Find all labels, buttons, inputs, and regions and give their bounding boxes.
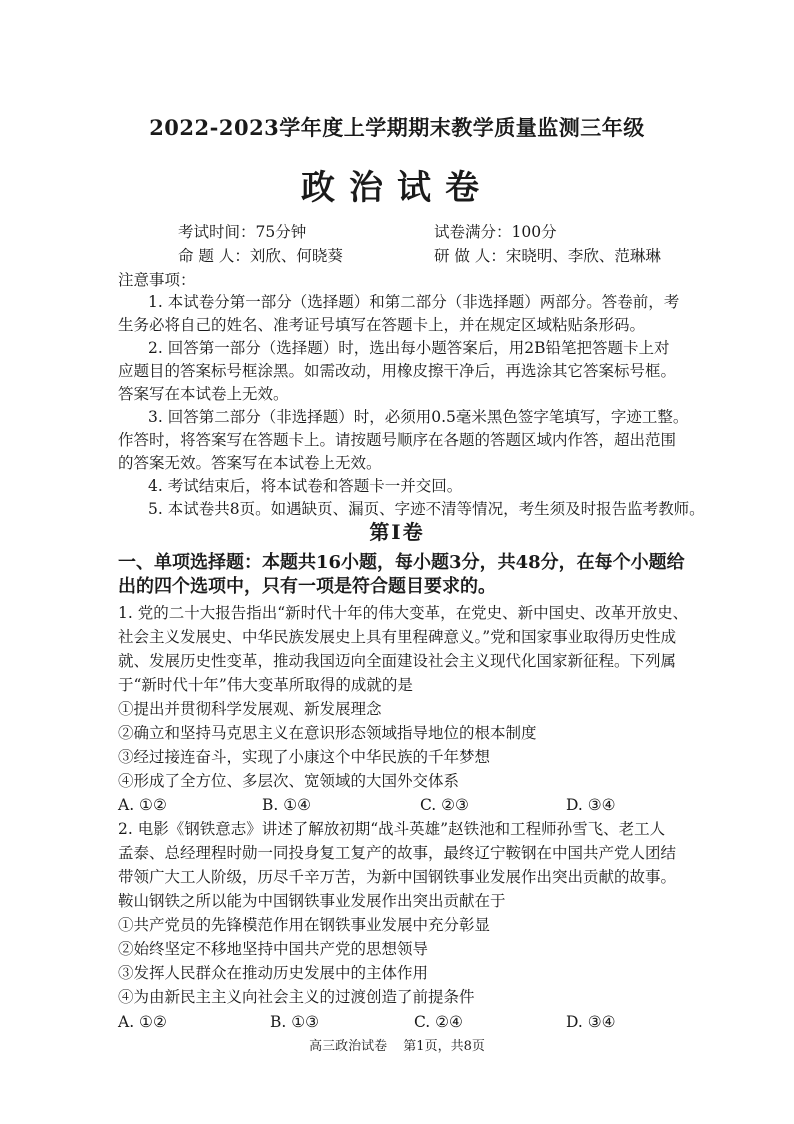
note-line: 作答时，将答案写在答题卡上。请按题号顺序在各题的答题区域内作答，超出范围 <box>118 431 677 449</box>
section-heading: 出的四个选项中，只有一项是符合题目要求的。 <box>118 576 496 597</box>
option-d: D. ③④ <box>566 796 616 814</box>
note-line: 生务必将自己的姓名、准考证号填写在答题卡上，并在规定区域粘贴条形码。 <box>118 316 646 334</box>
full-score: 试卷满分：100分 <box>434 223 557 241</box>
option-a: A. ①② <box>118 1013 167 1031</box>
note-line: 2. 回答第一部分（选择题）时，选出每小题答案后，用2B铅笔把答题卡上对 <box>148 339 670 357</box>
reviewers: 研 做 人：宋晓明、李欣、范琳琳 <box>434 247 661 265</box>
question-line: 于“新时代十年”伟大变革所取得的成就的是 <box>118 676 413 694</box>
exam-time: 考试时间：75分钟 <box>178 223 307 241</box>
question-line: 鞍山钢铁之所以能为中国钢铁事业发展作出突出贡献在于 <box>118 892 506 910</box>
question-line: 就、发展历史性变革，推动我国迈向全面建设社会主义现代化国家新征程。下列属 <box>118 652 677 670</box>
question-line: ③发挥人民群众在推动历史发展中的主体作用 <box>118 964 429 982</box>
option-b: B. ①④ <box>262 796 312 814</box>
question-line: ①共产党员的先锋模范作用在钢铁事业发展中充分彰显 <box>118 916 491 934</box>
option-c: C. ②④ <box>414 1013 463 1031</box>
question-line: ②确立和坚持马克思主义在意识形态领域指导地位的根本制度 <box>118 724 537 742</box>
authors: 命 题 人：刘欣、何晓葵 <box>178 247 343 265</box>
option-b: B. ①③ <box>270 1013 320 1031</box>
note-line: 应题目的答案标号框涂黑。如需改动，用橡皮擦干净后，再选涂其它答案标号框。 <box>118 362 677 380</box>
question-line: 孟泰、总经理程时勋一同投身复工复产的故事，最终辽宁鞍钢在中国共产党人团结 <box>118 844 677 862</box>
note-line: 4. 考试结束后，将本试卷和答题卡一并交回。 <box>148 477 463 495</box>
note-line: 1. 本试卷分第一部分（选择题）和第二部分（非选择题）两部分。答卷前，考 <box>148 293 680 311</box>
notes-heading: 注意事项： <box>118 271 196 289</box>
question-line: ②始终坚定不移地坚持中国共产党的思想领导 <box>118 940 429 958</box>
note-line: 5. 本试卷共8页。如遇缺页、漏页、字迹不清等情况，考生须及时报告监考教师。 <box>148 500 705 518</box>
section-heading: 一、单项选择题：本题共16小题，每小题3分，共48分，在每个小题给 <box>118 552 685 573</box>
question-line: ④为由新民主主义向社会主义的过渡创造了前提条件 <box>118 988 475 1006</box>
page-footer <box>0 1035 794 1054</box>
volume-title: 第Ⅰ卷 <box>369 520 425 544</box>
question-line: 1. 党的二十大报告指出“新时代十年的伟大变革，在党史、新中国史、改革开放史、 <box>118 604 689 622</box>
note-line: 答案写在本试卷上无效。 <box>118 385 289 403</box>
option-a: A. ①② <box>118 796 167 814</box>
note-line: 的答案无效。答案写在本试卷上无效。 <box>118 454 382 472</box>
question-line: 带领广大工人阶级，历尽千辛万苦，为新中国钢铁事业发展作出突出贡献的故事。 <box>118 868 677 886</box>
footer-page: 第1页，共8页 <box>403 1039 485 1054</box>
question-line: ①提出并贯彻科学发展观、新发展理念 <box>118 700 382 718</box>
question-line: 2. 电影《钢铁意志》讲述了解放初期“战斗英雄”赵铁池和工程师孙雪飞、老工人 <box>118 820 666 838</box>
subject-title: 政治试卷 <box>301 168 493 208</box>
option-d: D. ③④ <box>566 1013 616 1031</box>
exam-title: 2022-2023学年度上学期期末教学质量监测三年级 <box>149 115 645 140</box>
note-line: 3. 回答第二部分（非选择题）时，必须用0.5毫米黑色签字笔填写，字迹工整。 <box>148 408 689 426</box>
option-c: C. ②③ <box>420 796 469 814</box>
question-line: 社会主义发展史、中华民族发展史上具有里程碑意义。”党和国家事业取得历史性成 <box>118 628 677 646</box>
question-line: ③经过接连奋斗，实现了小康这个中华民族的千年梦想 <box>118 748 491 766</box>
footer-name: 高三政治试卷 <box>309 1039 388 1054</box>
question-line: ④形成了全方位、多层次、宽领域的大国外交体系 <box>118 772 460 790</box>
